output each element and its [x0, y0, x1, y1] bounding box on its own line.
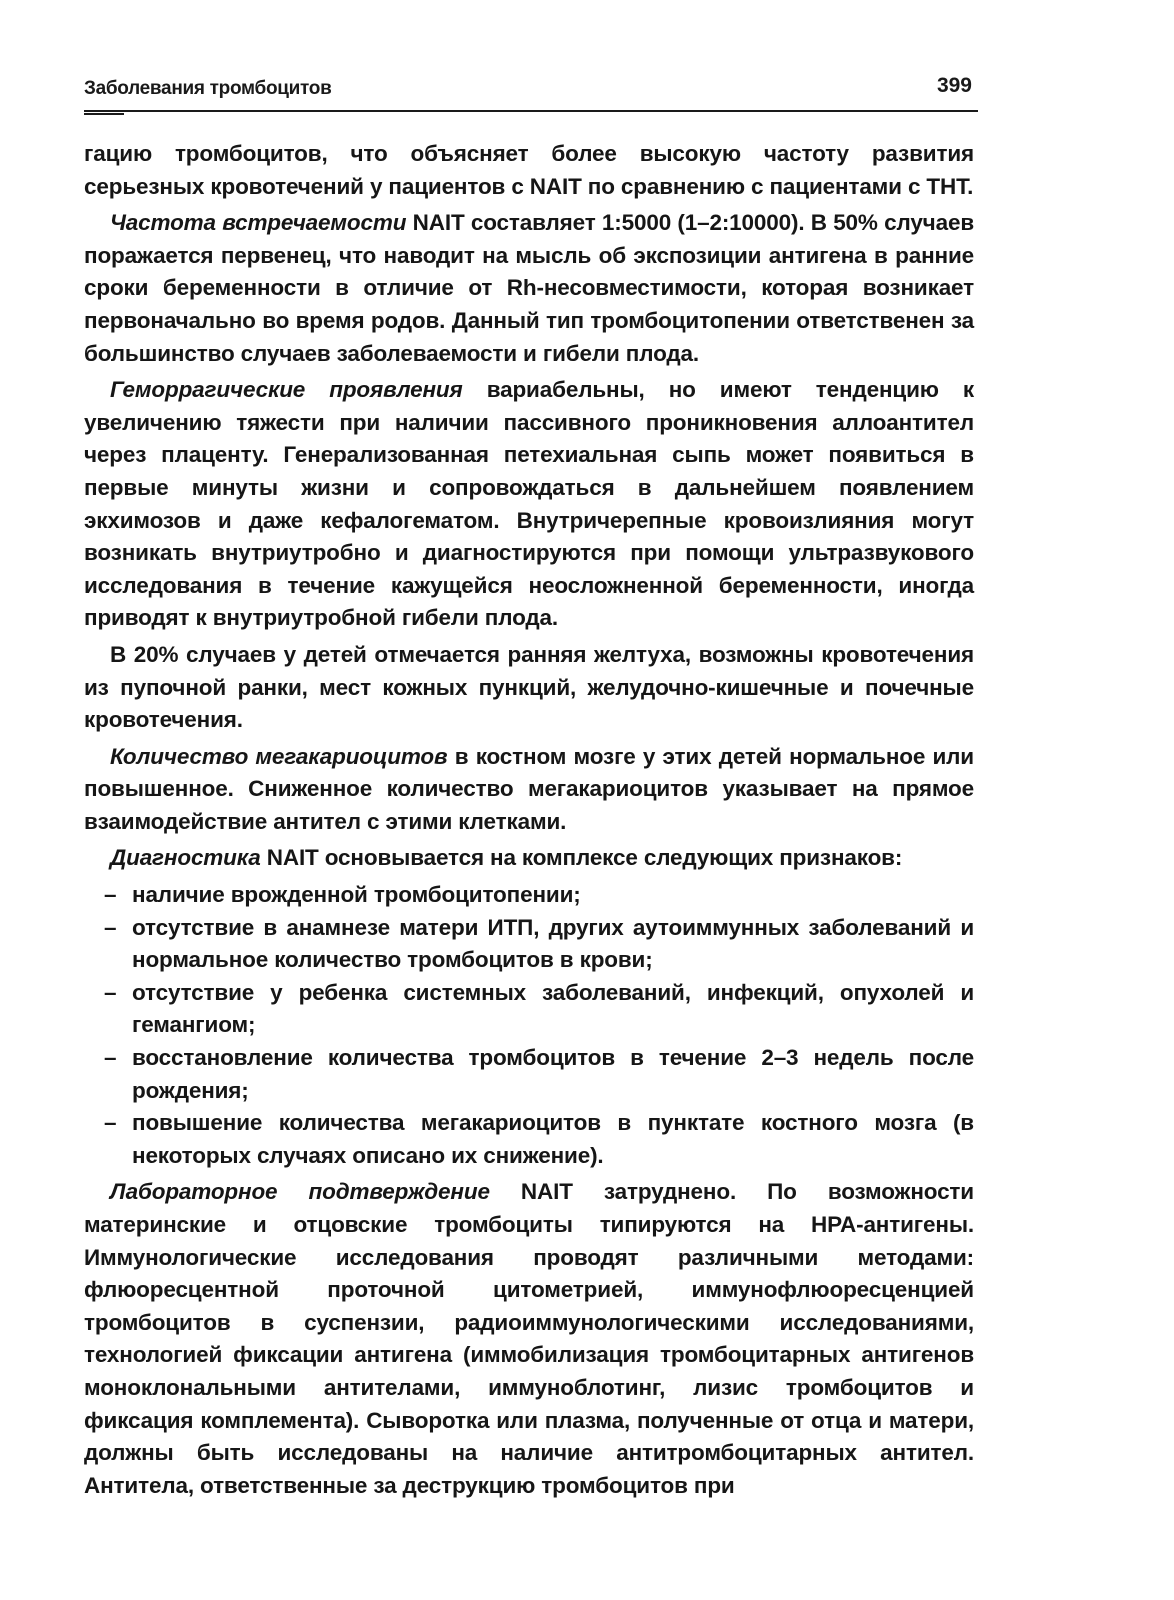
running-head: Заболевания тромбоцитов	[84, 78, 332, 99]
paragraph-term: Частота встречаемости	[110, 210, 407, 236]
paragraph-text: вариабельны, но имеют тенденцию к увеличению тяжести при наличии пассивного проникновения аллоантител через плаценту. Генерализованная петехиальная сыпь может появиться в первые минуты жизни и сопровождаться в дальнейшем появлением экхимозов и даже кефалогематом. Внутричерепные кровоизлияния могут возникать внутриутробно и диагностируются при помощи ультразвукового исследования в течение кажущейся неосложненной беременности, иногда приводят к внутриутробной гибели плода.	[84, 377, 974, 631]
paragraph-continuation	[84, 138, 974, 203]
list-item-text: отсутствие в анамнезе матери ИТП, других аутоиммунных заболеваний и нормальное количество тромбоцитов в крови;	[132, 914, 974, 973]
list-item	[84, 1107, 974, 1172]
paragraph-text: в костном мозге у этих детей нормальное или повышенное. Сниженное количество мегакариоцитов указывает на прямое взаимодействие антител с этими клетками.	[84, 743, 974, 834]
list-item-text: отсутствие у ребенка системных заболеваний, инфекций, опухолей и гемангиом;	[132, 979, 974, 1038]
list-item	[84, 1042, 974, 1107]
list-item-text: наличие врожденной тромбоцитопении;	[132, 882, 581, 908]
paragraph-megakaryocytes	[84, 741, 974, 839]
paragraph-text: NAIT основывается на комплексе следующих признаков:	[260, 845, 903, 871]
list-item	[84, 879, 974, 912]
criteria-list	[84, 879, 974, 1172]
paragraph-frequency	[84, 207, 974, 370]
page-number: 399	[936, 74, 972, 97]
paragraph-hemorrhagic	[84, 374, 974, 635]
list-bullet: –	[104, 882, 117, 908]
paragraph-term: Диагностика	[110, 845, 261, 871]
paragraph-diagnostics	[84, 842, 974, 875]
body-text	[84, 138, 974, 1506]
paragraph-text: гацию тромбоцитов, что объясняет более высокую частоту развития серьезных кровотечений у пациентов с NAIT по сравнению с пациентами с ТНТ.	[84, 141, 974, 199]
paragraph-text: В 20% случаев у детей отмечается ранняя желтуха, возможны кровотечения из пупочной ранки, мест кожных пункций, желудочно-кишечные и почечные кровотечения.	[84, 641, 974, 733]
paragraph-jaundice	[84, 639, 974, 737]
list-item	[84, 912, 974, 977]
list-item	[84, 977, 974, 1042]
paragraph-term: Геморрагические проявления	[110, 377, 463, 403]
header-rule-accent	[84, 113, 124, 115]
list-bullet: –	[104, 1110, 117, 1136]
paragraph-term: Лабораторное подтверждение	[110, 1179, 490, 1205]
list-bullet: –	[104, 914, 117, 940]
page-header	[84, 74, 978, 114]
list-item-text: восстановление количества тромбоцитов в течение 2–3 недель после рождения;	[132, 1045, 974, 1103]
header-rule	[84, 110, 978, 112]
paragraph-lab-confirmation	[84, 1176, 974, 1502]
paragraph-text: NAIT составляет 1:5000 (1–2:10000). В 50% случаев поражается первенец, что наводит на мысль об экспозиции антигена в ранние сроки беременности в отличие от Rh-несовместимости, которая возникает первоначально во время родов. Данный тип тромбоцитопении ответственен за большинство случаев заболеваемости и гибели плода.	[84, 210, 975, 366]
paragraph-text: NAIT затруднено. По возможности материнские и отцовские тромбоциты типируются на НРА-антигены. Иммунологические исследования проводят различными методами: флюоресцентной проточной цитометрией, иммунофлюоресценцией тромбоцитов в суспензии, радиоиммунологическими исследованиями, технологией фиксации антигена (иммобилизация тромбоцитарных антигенов моноклональными антителами, иммуноблотинг, лизис тромбоцитов и фиксация комплемента). Сыворотка или плазма, полученные от отца и матери, должны быть исследованы на наличие антитромбоцитарных антител. Антитела, ответственные за деструкцию тромбоцитов при	[84, 1179, 974, 1498]
list-bullet: –	[104, 1045, 117, 1071]
paragraph-term: Количество мегакариоцитов	[110, 743, 448, 769]
list-bullet: –	[104, 979, 117, 1005]
list-item-text: повышение количества мегакариоцитов в пунктате костного мозга (в некоторых случаях описано их снижение).	[132, 1110, 974, 1168]
